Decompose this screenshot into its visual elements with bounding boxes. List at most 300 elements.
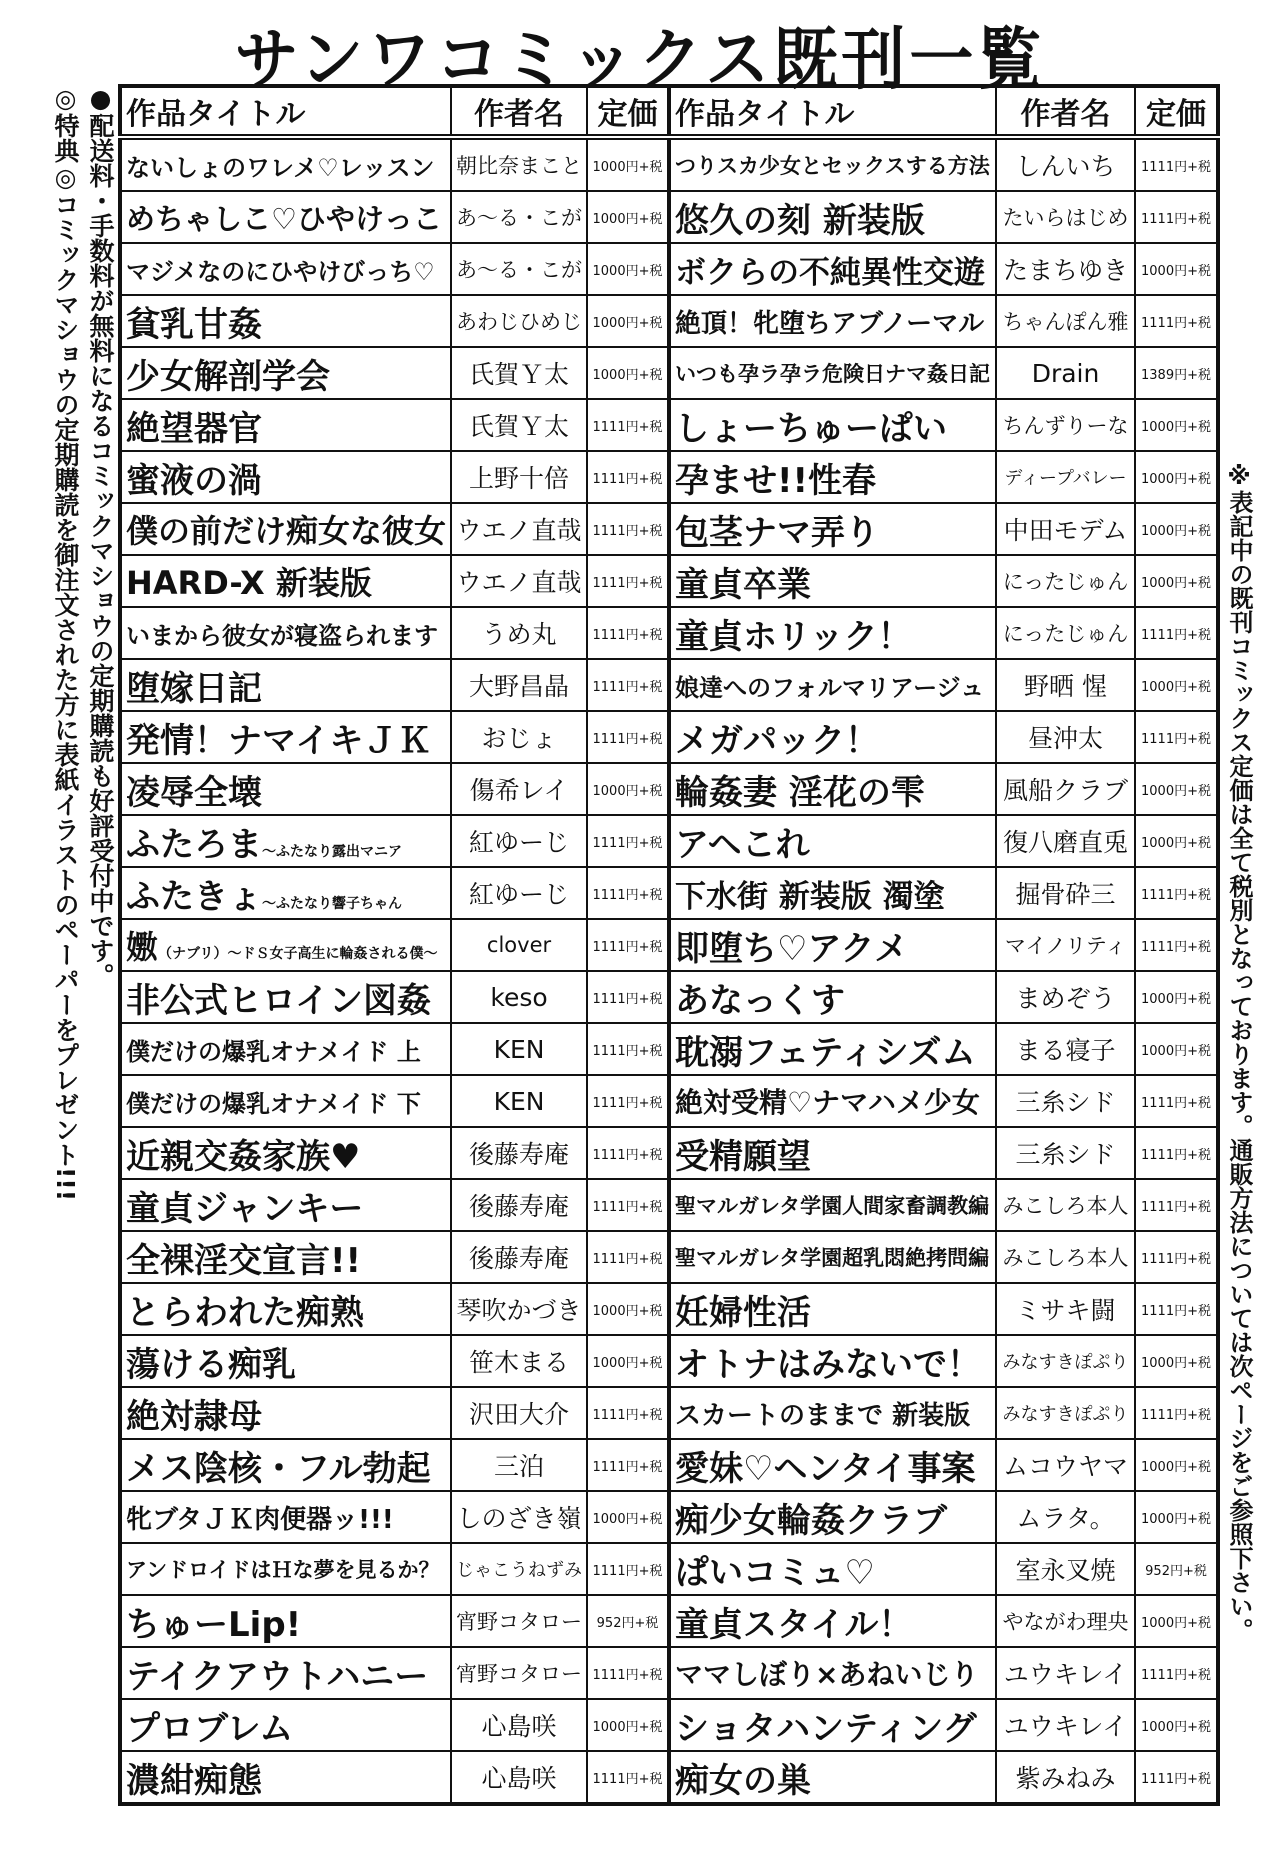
book-price: 1111円+税: [587, 399, 669, 451]
table-row: [120, 243, 1218, 295]
book-author: 室永叉焼: [996, 1543, 1135, 1595]
book-author: 大野昌晶: [451, 659, 587, 711]
table-row: [120, 295, 1218, 347]
book-author: ユウキレイ: [996, 1647, 1135, 1699]
book-price: 1000円+税: [1135, 1595, 1218, 1647]
book-price: 1000円+税: [1135, 763, 1218, 815]
table-row: [120, 555, 1218, 607]
book-price: 1111円+税: [1135, 711, 1218, 763]
book-author: ウエノ直哉: [451, 555, 587, 607]
book-author: あわじひめじ: [451, 295, 587, 347]
book-title-text: 包茎ナマ弄り: [675, 512, 880, 553]
table-row: [120, 1699, 1218, 1751]
book-price: 1000円+税: [587, 1283, 669, 1335]
book-price: 1111円+税: [587, 971, 669, 1023]
book-title-text: 牝ブタＪＫ肉便器ッ!!!: [126, 1504, 394, 1535]
book-title: [120, 1543, 451, 1595]
book-subtitle: ～ふたなり響子ちゃん: [262, 895, 402, 912]
book-title-text: 悠久の刻 新装版: [675, 200, 925, 241]
book-price: 1111円+税: [1135, 867, 1218, 919]
book-price: 1111円+税: [1135, 1075, 1218, 1127]
book-title: [669, 1647, 996, 1699]
book-title: [669, 451, 996, 503]
book-title-text: 妊婦性活: [675, 1292, 812, 1333]
book-title-text: 近親交姦家族♥: [126, 1136, 361, 1177]
table-row: [120, 1023, 1218, 1075]
book-title-text: プロブレム: [126, 1708, 294, 1749]
book-title: [120, 191, 451, 243]
book-title: [120, 1439, 451, 1491]
book-title: [669, 607, 996, 659]
book-author: Drain: [996, 347, 1135, 399]
book-author: やながわ理央: [996, 1595, 1135, 1647]
book-author: keso: [451, 971, 587, 1023]
book-author: マイノリティ: [996, 919, 1135, 971]
book-title-text: ママしぼり×あねいじり: [675, 1658, 979, 1691]
book-price: 1111円+税: [587, 1127, 669, 1179]
book-title: [120, 763, 451, 815]
table-row: [120, 659, 1218, 711]
book-title-text: 僕だけの爆乳オナメイド 下: [126, 1089, 421, 1118]
book-price: 952円+税: [1135, 1543, 1218, 1595]
book-title-text: 貧乳甘姦: [126, 304, 262, 345]
book-title-text: ショタハンティング: [675, 1708, 977, 1749]
book-title-text: つりスカ少女とセックスする方法: [675, 154, 990, 178]
book-title-text: スカートのままで 新装版: [675, 1400, 971, 1431]
book-title-text: アンドロイドはＨな夢を見るか？: [126, 1558, 440, 1582]
table-row: [120, 919, 1218, 971]
table-row: [120, 347, 1218, 399]
book-author: 心島咲: [451, 1751, 587, 1804]
book-price: 1000円+税: [1135, 1699, 1218, 1751]
book-author: みなすきぽぷり: [996, 1335, 1135, 1387]
book-title: [669, 295, 996, 347]
book-subtitle: （ナブリ）～ドＳ女子高生に輪姦される僕～: [158, 946, 438, 962]
book-title-text: 蜜液の渦: [126, 460, 262, 501]
book-author: 傷希レイ: [451, 763, 587, 815]
book-title: [120, 1491, 451, 1543]
book-title: [120, 555, 451, 607]
book-author: おじょ: [451, 711, 587, 763]
book-title-text: メス陰核・フル勃起: [126, 1448, 431, 1489]
book-author: まる寝子: [996, 1023, 1135, 1075]
book-title: [669, 1179, 996, 1231]
book-title-text: いつも孕ラ孕ラ危険日ナマ姦日記: [675, 362, 991, 386]
book-title: [669, 815, 996, 867]
book-author: 後藤寿庵: [451, 1231, 587, 1283]
book-title: [669, 919, 996, 971]
table-row: [120, 1543, 1218, 1595]
book-author: 復八磨直兎: [996, 815, 1135, 867]
book-price: 1111円+税: [1135, 1283, 1218, 1335]
book-author: 紅ゆーじ: [451, 867, 587, 919]
book-title-text: 僕だけの爆乳オナメイド 上: [126, 1037, 421, 1066]
book-author: 三泊: [451, 1439, 587, 1491]
table-row: [120, 191, 1218, 243]
book-author: たいらはじめ: [996, 191, 1135, 243]
book-title: [669, 555, 996, 607]
book-title: [120, 1023, 451, 1075]
book-price: 1111円+税: [1135, 1647, 1218, 1699]
book-author: にったじゅん: [996, 555, 1135, 607]
book-author: clover: [451, 919, 587, 971]
book-price: 1111円+税: [587, 1231, 669, 1283]
book-title: [120, 399, 451, 451]
book-title-text: ないしょのワレメ♡レッスン: [126, 153, 435, 182]
book-author: みこしろ本人: [996, 1179, 1135, 1231]
book-title: [669, 137, 996, 191]
book-author: ムラタ。: [996, 1491, 1135, 1543]
book-title: [669, 399, 996, 451]
table-row: [120, 1491, 1218, 1543]
table-row: [120, 1335, 1218, 1387]
book-title: [120, 243, 451, 295]
book-title-text: ボクらの不純異性交遊: [675, 254, 986, 291]
book-title: [669, 711, 996, 763]
book-author: ウエノ直哉: [451, 503, 587, 555]
book-author: にったじゅん: [996, 607, 1135, 659]
table-row: [120, 1647, 1218, 1699]
book-title-text: テイクアウトハニー: [126, 1656, 429, 1697]
book-author: しのざき嶺: [451, 1491, 587, 1543]
book-price: 1000円+税: [1135, 503, 1218, 555]
book-price: 1000円+税: [1135, 1491, 1218, 1543]
header-price: 定価: [587, 86, 669, 137]
catalog-table: [118, 84, 1220, 1806]
book-title-text: 童貞ホリック！: [675, 616, 912, 657]
header-price: 定価: [1135, 86, 1218, 137]
book-title-text: 絶頂！牝堕ちアブノーマル: [675, 308, 985, 339]
book-price: 1111円+税: [587, 711, 669, 763]
book-title-text: 痴少女輪姦クラブ: [675, 1500, 948, 1541]
book-price: 1111円+税: [587, 1543, 669, 1595]
book-price: 1000円+税: [1135, 1335, 1218, 1387]
table-row: [120, 1231, 1218, 1283]
header-title: 作品タイトル: [669, 86, 996, 137]
book-title: [669, 1335, 996, 1387]
book-price: 1111円+税: [1135, 1751, 1218, 1804]
book-price: 1000円+税: [1135, 243, 1218, 295]
book-price: 1111円+税: [1135, 137, 1218, 191]
book-price: 1111円+税: [1135, 607, 1218, 659]
book-price: 1000円+税: [1135, 1023, 1218, 1075]
book-title: [120, 137, 451, 191]
book-title-text: 絶対受精♡ナマハメ少女: [675, 1086, 980, 1119]
book-title: [120, 295, 451, 347]
book-title-text: アヘこれ: [675, 824, 810, 865]
book-price: 1111円+税: [1135, 1231, 1218, 1283]
book-price: 1111円+税: [587, 1387, 669, 1439]
book-author: しんいち: [996, 137, 1135, 191]
book-title-text: 絶対隷母: [126, 1396, 262, 1437]
table-row: [120, 399, 1218, 451]
book-title: [669, 1387, 996, 1439]
book-author: 紅ゆーじ: [451, 815, 587, 867]
book-price: 1000円+税: [587, 191, 669, 243]
header-author: 作者名: [451, 86, 587, 137]
book-title: [120, 919, 451, 971]
book-author: あ～る・こが: [451, 191, 587, 243]
delivery-note: ●配送料・手数料が無料になるコミックマショウの定期購読も好評受付中です。: [86, 84, 115, 988]
book-title: [120, 659, 451, 711]
header-title: 作品タイトル: [120, 86, 451, 137]
book-price: 1111円+税: [587, 867, 669, 919]
book-title-text: 絶望器官: [126, 408, 262, 449]
book-title-text: 即堕ち♡アクメ: [675, 928, 909, 969]
book-price: 1000円+税: [587, 137, 669, 191]
book-author: 後藤寿庵: [451, 1179, 587, 1231]
book-title-text: ぱいコミュ♡: [675, 1552, 875, 1593]
book-title: [120, 1699, 451, 1751]
book-price: 1111円+税: [587, 815, 669, 867]
book-price: 1000円+税: [1135, 1439, 1218, 1491]
book-title-text: マジメなのにひやけびっち♡: [126, 257, 435, 286]
book-title: [669, 1491, 996, 1543]
book-price: 1000円+税: [1135, 555, 1218, 607]
book-price: 1111円+税: [1135, 191, 1218, 243]
book-title-text: めちゃしこ♡ひやけっこ: [126, 201, 442, 236]
book-price: 1000円+税: [1135, 971, 1218, 1023]
header-row: [120, 86, 1218, 137]
book-title-text: 受精願望: [675, 1136, 812, 1177]
book-price: 1111円+税: [1135, 1387, 1218, 1439]
table-row: [120, 971, 1218, 1023]
book-author: 後藤寿庵: [451, 1127, 587, 1179]
book-title: [669, 1023, 996, 1075]
table-row: [120, 607, 1218, 659]
book-price: 1111円+税: [587, 555, 669, 607]
table-row: [120, 1283, 1218, 1335]
table-row: [120, 815, 1218, 867]
book-author: みなすきぽぷり: [996, 1387, 1135, 1439]
table-row: [120, 1751, 1218, 1804]
book-author: 昼沖太: [996, 711, 1135, 763]
page-title: サンワコミックス既刊一覧: [234, 21, 1046, 100]
book-title-text: とらわれた痴熟: [126, 1292, 364, 1333]
book-title-text: 輪姦妻 淫花の雫: [675, 772, 925, 813]
book-title: [669, 1283, 996, 1335]
book-price: 1111円+税: [1135, 1179, 1218, 1231]
book-price: 1111円+税: [1135, 295, 1218, 347]
book-title-text: ふたろま: [126, 824, 262, 865]
table-row: [120, 1075, 1218, 1127]
book-price: 1111円+税: [587, 1179, 669, 1231]
table-row: [120, 451, 1218, 503]
book-title: [669, 347, 996, 399]
book-title-text: 凌辱全壊: [126, 772, 262, 813]
book-price: 1111円+税: [587, 919, 669, 971]
book-price: 1111円+税: [587, 503, 669, 555]
book-title-text: 堕嫁日記: [126, 668, 262, 709]
book-author: 氏賀Ｙ太: [451, 347, 587, 399]
book-title-text: ふたきょ: [126, 876, 262, 917]
book-title: [120, 1595, 451, 1647]
book-author: ちゃんぽん雅: [996, 295, 1135, 347]
book-title-text: 童貞スタイル！: [675, 1604, 913, 1645]
book-title-text: ちゅーLip!: [126, 1604, 302, 1645]
book-price: 1000円+税: [587, 347, 669, 399]
header-author: 作者名: [996, 86, 1135, 137]
book-author: 朝比奈まこと: [451, 137, 587, 191]
book-author: 琴吹かづき: [451, 1283, 587, 1335]
book-title: [120, 867, 451, 919]
table-row: [120, 1179, 1218, 1231]
book-title: [669, 763, 996, 815]
table-row: [120, 763, 1218, 815]
book-price: 1111円+税: [587, 1023, 669, 1075]
book-title-text: 蕩ける痴乳: [126, 1344, 296, 1385]
book-price: 1000円+税: [587, 295, 669, 347]
book-title-text: メガパック！: [675, 720, 880, 761]
book-author: 沢田大介: [451, 1387, 587, 1439]
book-author: 宵野コタロー: [451, 1647, 587, 1699]
book-title-text: 童貞卒業: [675, 564, 812, 605]
book-author: 笹木まる: [451, 1335, 587, 1387]
book-title: [120, 711, 451, 763]
book-title-text: 濃紺痴態: [126, 1760, 262, 1801]
book-author: 中田モデム: [996, 503, 1135, 555]
book-title-text: 発情！ナマイキＪＫ: [126, 720, 432, 761]
book-title: [669, 659, 996, 711]
book-title-text: しょーちゅーぱい: [675, 408, 948, 449]
book-title-text: いまから彼女が寝盗られます: [126, 621, 438, 650]
book-title: [120, 1075, 451, 1127]
book-title: [120, 1387, 451, 1439]
bonus-note: ◎特典◎コミックマショウの定期購読を御注文された方に表紙イラストのペーパーをプレゼント!!!: [51, 84, 80, 1202]
book-title-text: オトナはみないで！: [675, 1344, 982, 1385]
book-author: 心島咲: [451, 1699, 587, 1751]
book-title-text: 聖マルガレタ学園超乳悶絶拷問編: [675, 1246, 990, 1270]
book-subtitle: ～ふたなり露出マニア: [262, 843, 402, 860]
book-title: [120, 1335, 451, 1387]
book-title: [120, 1127, 451, 1179]
book-price: 1111円+税: [587, 1647, 669, 1699]
book-title: [669, 1595, 996, 1647]
table-row: [120, 503, 1218, 555]
book-author: KEN: [451, 1075, 587, 1127]
book-price: 1111円+税: [587, 1751, 669, 1804]
table-row: [120, 711, 1218, 763]
book-title: [120, 1231, 451, 1283]
book-author: ちんずりーな: [996, 399, 1135, 451]
book-price: 1000円+税: [1135, 659, 1218, 711]
book-title: [669, 1075, 996, 1127]
book-author: あ～る・こが: [451, 243, 587, 295]
book-price: 1111円+税: [1135, 1127, 1218, 1179]
table-row: [120, 1439, 1218, 1491]
book-title: [669, 1439, 996, 1491]
book-title-text: 非公式ヒロイン図姦: [126, 980, 431, 1021]
book-title: [120, 1751, 451, 1804]
table-row: [120, 1595, 1218, 1647]
book-price: 1000円+税: [1135, 815, 1218, 867]
book-price: 1000円+税: [1135, 399, 1218, 451]
book-author: 風船クラブ: [996, 763, 1135, 815]
book-title: [120, 503, 451, 555]
book-title: [669, 1751, 996, 1804]
book-title-text: 童貞ジャンキー: [126, 1188, 364, 1229]
book-author: ムコウヤマ: [996, 1439, 1135, 1491]
book-title: [120, 971, 451, 1023]
book-author: KEN: [451, 1023, 587, 1075]
table-row: [120, 1127, 1218, 1179]
book-price: 1000円+税: [587, 763, 669, 815]
book-title: [120, 451, 451, 503]
book-title-text: 僕の前だけ痴女な彼女: [126, 512, 447, 550]
book-title: [120, 607, 451, 659]
book-title: [120, 1647, 451, 1699]
book-price: 1111円+税: [1135, 919, 1218, 971]
book-title-text: 下水街 新装版 濁塗: [675, 878, 945, 915]
table-row: [120, 867, 1218, 919]
book-title-text: 娘達へのフォルマリアージュ: [675, 673, 985, 702]
book-author: 紫みねみ: [996, 1751, 1135, 1804]
book-price: 1000円+税: [587, 1491, 669, 1543]
book-title-text: 孕ませ!!性春: [675, 460, 877, 501]
book-price: 952円+税: [587, 1595, 669, 1647]
book-title: [669, 503, 996, 555]
book-title-text: 聖マルガレタ学園人間家畜調教編: [675, 1194, 990, 1218]
book-author: 氏賀Ｙ太: [451, 399, 587, 451]
book-author: 上野十倍: [451, 451, 587, 503]
book-title: [669, 1127, 996, 1179]
book-author: まめぞう: [996, 971, 1135, 1023]
book-price: 1111円+税: [587, 1439, 669, 1491]
book-price: 1000円+税: [587, 243, 669, 295]
book-author: ディープバレー: [996, 451, 1135, 503]
book-price: 1111円+税: [587, 1075, 669, 1127]
book-author: 野晒 惺: [996, 659, 1135, 711]
book-title-text: 全裸淫交宣言!!: [126, 1240, 362, 1281]
book-price: 1000円+税: [587, 1335, 669, 1387]
book-price: 1111円+税: [587, 451, 669, 503]
book-title: [120, 815, 451, 867]
book-title: [669, 867, 996, 919]
book-author: 三糸シド: [996, 1075, 1135, 1127]
book-author: 掘骨砕三: [996, 867, 1135, 919]
book-author: じゃこうねずみ: [451, 1543, 587, 1595]
book-title-text: 少女解剖学会: [126, 356, 330, 397]
book-price: 1111円+税: [587, 607, 669, 659]
book-price: 1389円+税: [1135, 347, 1218, 399]
book-title: [669, 1231, 996, 1283]
book-author: うめ丸: [451, 607, 587, 659]
book-title: [669, 191, 996, 243]
book-author: ミサキ闘: [996, 1283, 1135, 1335]
book-title: [669, 1543, 996, 1595]
book-title-text: 痴女の巣: [675, 1760, 812, 1801]
book-title-text: 嫐: [126, 928, 159, 966]
book-author: ユウキレイ: [996, 1699, 1135, 1751]
table-row: [120, 137, 1218, 191]
book-price: 1000円+税: [1135, 451, 1218, 503]
book-title-text: 耽溺フェティシズム: [675, 1032, 976, 1073]
book-author: たまちゆき: [996, 243, 1135, 295]
book-price: 1000円+税: [587, 1699, 669, 1751]
book-title: [669, 1699, 996, 1751]
price-note: ※表記中の既刊コミックス定価は全て税別となっております。通販方法については次ページをご参照下さい。: [1225, 462, 1253, 1642]
book-title: [120, 347, 451, 399]
book-author: 宵野コタロー: [451, 1595, 587, 1647]
book-title: [669, 971, 996, 1023]
book-price: 1111円+税: [587, 659, 669, 711]
table-row: [120, 1387, 1218, 1439]
book-title-text: 愛妹♡ヘンタイ事案: [675, 1448, 976, 1489]
book-title: [669, 243, 996, 295]
book-title: [120, 1283, 451, 1335]
book-author: みこしろ本人: [996, 1231, 1135, 1283]
book-title-text: HARD-X 新装版: [126, 564, 372, 602]
